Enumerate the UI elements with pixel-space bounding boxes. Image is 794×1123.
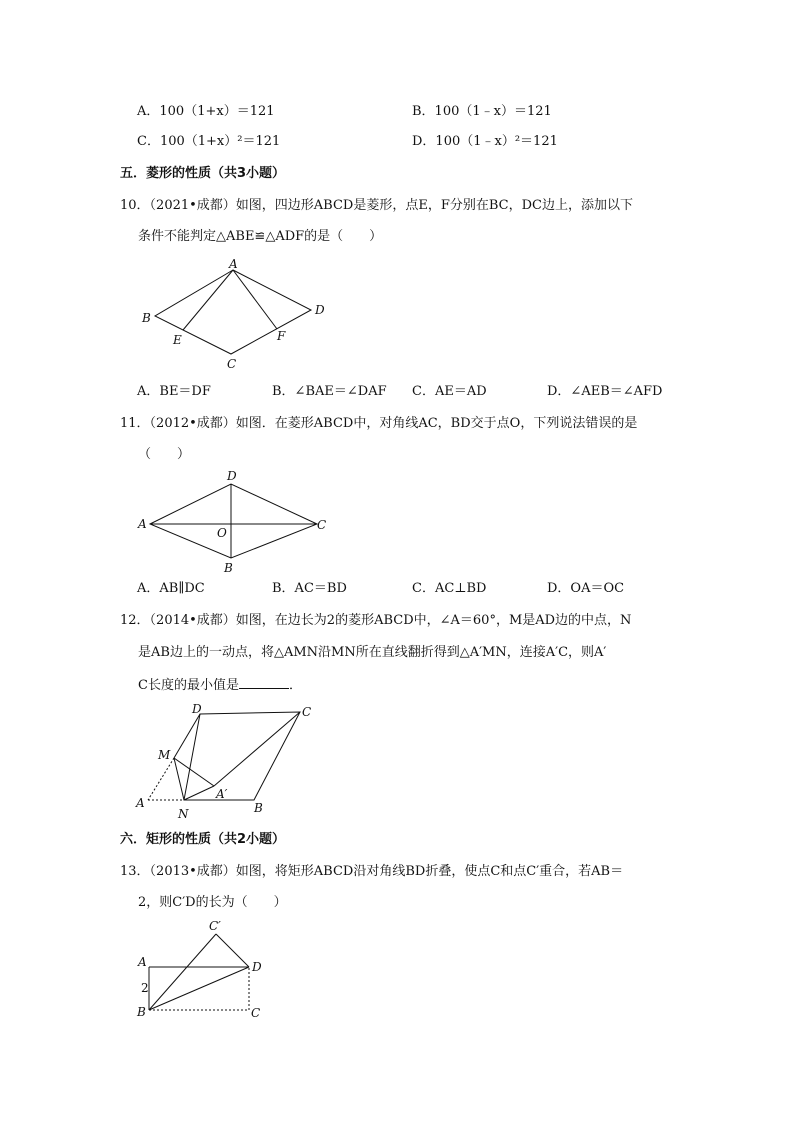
q9-option-b: B．100（1﹣x）＝121	[412, 104, 552, 119]
q11-rhombus-figure	[135, 468, 345, 578]
q11-option-c: C．AC⊥BD	[412, 581, 487, 596]
q11-stem-line1: 11．（2012•成都）如图．在菱形ABCD中，对角线AC，BD交于点O，下列说法错误的是	[120, 416, 638, 431]
q13-rectangle-figure	[132, 912, 282, 1022]
section-6-title: 六．矩形的性质（共2小题）	[120, 832, 286, 847]
label-f: F	[277, 329, 286, 343]
q11-option-d: D．OA＝OC	[547, 581, 625, 596]
q12-stem-line3-end: ．	[288, 678, 302, 693]
dashed-am	[148, 758, 174, 800]
label-b: B	[137, 1005, 146, 1019]
label-c: C	[227, 357, 237, 371]
label-c: C	[317, 518, 327, 532]
q12-stem-line1: 12．（2014•成都）如图，在边长为2的菱形ABCD中，∠A＝60°，M是AD边的中点，N	[120, 613, 632, 628]
q12-stem-line3-text: C长度的最小值是	[138, 678, 239, 693]
label-o: O	[217, 526, 227, 540]
label-a: A	[138, 955, 147, 969]
answer-blank[interactable]	[239, 676, 289, 689]
q12-rhombus-figure	[132, 702, 332, 820]
label-b: B	[142, 311, 151, 325]
rhombus-abcd	[150, 484, 317, 558]
label-b: B	[254, 801, 263, 815]
label-c: C	[302, 705, 312, 719]
q10-option-c: C．AE＝AD	[412, 384, 487, 399]
q9-option-d: D．100（1﹣x）²＝121	[412, 134, 558, 149]
q11-stem-line2: （ ）	[138, 447, 191, 462]
q11-option-b: B．AC＝BD	[272, 581, 347, 596]
q10-option-b: B．∠BAE＝∠DAF	[272, 384, 387, 399]
q11-option-a: A．AB∥DC	[137, 581, 205, 596]
q10-option-a: A．BE＝DF	[137, 384, 211, 399]
segment-bc-prime	[149, 934, 216, 1010]
label-d: D	[192, 702, 202, 716]
q12-stem-line2: 是AB边上的一动点，将△AMN沿MN所在直线翻折得到△A′MN，连接A′C，则A′	[138, 645, 607, 660]
label-b: B	[224, 561, 233, 575]
label-c: C	[251, 1006, 261, 1020]
diagonal-bd	[149, 967, 249, 1010]
segment-a2c	[214, 712, 300, 786]
rhombus-dcbn	[184, 712, 300, 800]
label-d: D	[227, 469, 237, 483]
label-d: D	[315, 303, 325, 317]
q9-option-a: A．100（1+x）＝121	[137, 104, 275, 119]
label-a: A	[136, 796, 145, 810]
label-a-prime: A′	[216, 787, 228, 801]
label-d: D	[252, 960, 262, 974]
label-side-length: 2	[141, 981, 149, 995]
q10-option-d: D．∠AEB＝∠AFD	[547, 384, 663, 399]
q9-option-c: C．100（1+x）²＝121	[137, 134, 281, 149]
q10-stem-line1: 10．（2021•成都）如图，四边形ABCD是菱形，点E，F分别在BC，DC边上，添加以下	[120, 198, 633, 213]
q13-stem-line1: 13．（2013•成都）如图，将矩形ABCD沿对角线BD折叠，使点C和点C′重合，若AB＝	[120, 864, 624, 879]
label-a: A	[229, 257, 238, 271]
label-a: A	[138, 517, 147, 531]
segment-ae	[183, 270, 233, 330]
label-c-prime: C′	[209, 919, 221, 933]
q10-rhombus-figure	[135, 258, 335, 373]
label-e: E	[173, 333, 182, 347]
label-n: N	[178, 807, 189, 821]
segment-af	[233, 270, 277, 329]
label-m: M	[158, 748, 171, 762]
segment-c-prime-d	[216, 934, 249, 967]
q10-stem-line2: 条件不能判定△ABE≌△ADF的是（ ）	[138, 229, 383, 244]
segment-na2	[184, 786, 214, 800]
q12-stem-line3	[138, 676, 302, 695]
q13-stem-line2: 2，则C′D的长为（ ）	[138, 895, 287, 910]
section-5-title: 五．菱形的性质（共3小题）	[120, 166, 286, 181]
